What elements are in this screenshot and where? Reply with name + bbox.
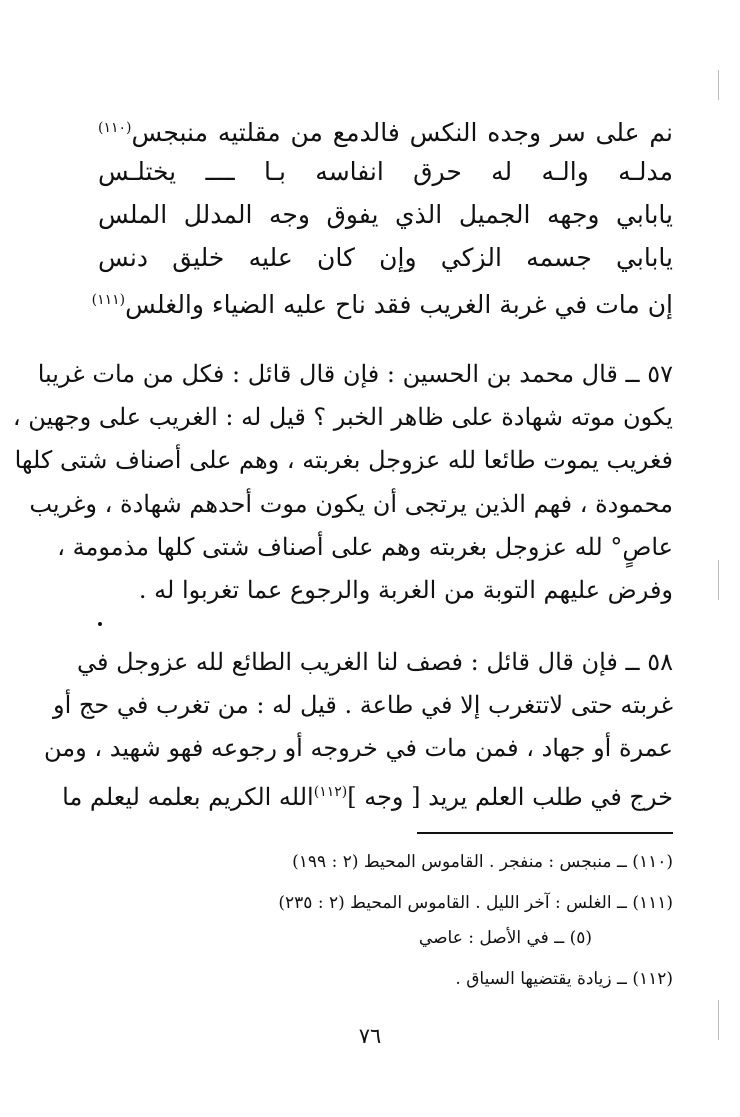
- footnote-5: (٥) ــ في الأصل : عاصي: [418, 928, 592, 948]
- poem-line-text: مدلـه والـه له حرق انفاسه بـا ــــ يختلـس: [98, 157, 673, 186]
- footnote-110: (١١٠) ــ منبجس : منفجر . القاموس المحيط (٢ : ١٩٩): [292, 852, 673, 872]
- poem-line-text: نم على سر وجده النكس فالدمع من مقلتيه منبجس: [131, 118, 673, 147]
- poem-line: [91, 279, 673, 322]
- paragraph-line: [62, 771, 673, 814]
- poem-line-text: يابابي وجهه الجميل الذي يفوق وجه المدلل الملس: [98, 200, 673, 229]
- paragraph-line: ٥٧ ــ قال محمد بن الحسين : فإن قال قائل : فكل من مات غريبا: [37, 360, 673, 388]
- paragraph-line-text: الله الكريم بعلمه ليعلم ما: [62, 782, 314, 811]
- footnote-111: (١١١) ــ الغلس : آخر الليل . القاموس المحيط (٢ : ٢٣٥): [278, 893, 673, 913]
- paragraph-line: ٥٨ ــ فإن قال قائل : فصف لنا الغريب الطائع لله عزوجل في: [77, 648, 673, 676]
- paragraph-line: غربته حتى لاتتغرب إلا في طاعة . قيل له : من تغرب في حج أو: [53, 691, 673, 720]
- footnote-112: (١١٢) ــ زيادة يقتضيها السياق .: [455, 969, 673, 989]
- page-edge-mark: [718, 70, 719, 100]
- footnote-marker: (١١١): [91, 292, 126, 308]
- paragraph-line: يكون موته شهادة على ظاهر الخبر ؟ قيل له : الغريب على وجهين ،: [12, 403, 673, 432]
- paragraph-57: [12, 353, 673, 612]
- page-number: ٧٦: [358, 1024, 382, 1048]
- paragraph-line: محمودة ، فهم الذين يرتجى أن يكون موت أحدهم شهادة ، وغريب: [29, 489, 673, 518]
- paragraph-line: فغريب يموت طائعا لله عزوجل بغربته ، وهم على أصناف شتى كلها: [14, 446, 673, 475]
- poem-line: [98, 236, 673, 279]
- paragraph-line: عاصٍ° لله عزوجل بغربته وهم على أصناف شتى كلها مذمومة ،: [57, 532, 673, 561]
- paragraph-line: عمرة أو جهاد ، فمن مات في خروجه أو رجوعه فهو شهيد ، ومن: [44, 734, 673, 763]
- poem-block: [91, 107, 673, 322]
- poem-line-text: إن مات في غربة الغريب فقد ناح عليه الضياء والغلس: [125, 290, 673, 319]
- footnote-marker: (١١٢): [313, 783, 348, 800]
- poem-line: [98, 193, 673, 236]
- poem-line: [98, 150, 673, 193]
- footnote-marker: (١١٠): [98, 120, 132, 136]
- footnote-separator: [417, 832, 673, 834]
- stray-ink-dot: [98, 622, 102, 626]
- paragraph-58: [44, 641, 673, 814]
- paragraph-line-text: خرج في طلب العلم يريد [ وجه ]: [347, 782, 673, 811]
- poem-line: [98, 107, 673, 150]
- poem-line-text: يابابي جسمه الزكي وإن كان عليه خليق دنس: [98, 243, 673, 272]
- page-edge-mark: [718, 560, 719, 600]
- paragraph-line: وفرض عليهم التوبة من الغربة والرجوع عما تغربوا له .: [138, 575, 673, 604]
- page-edge-mark: [718, 1000, 719, 1040]
